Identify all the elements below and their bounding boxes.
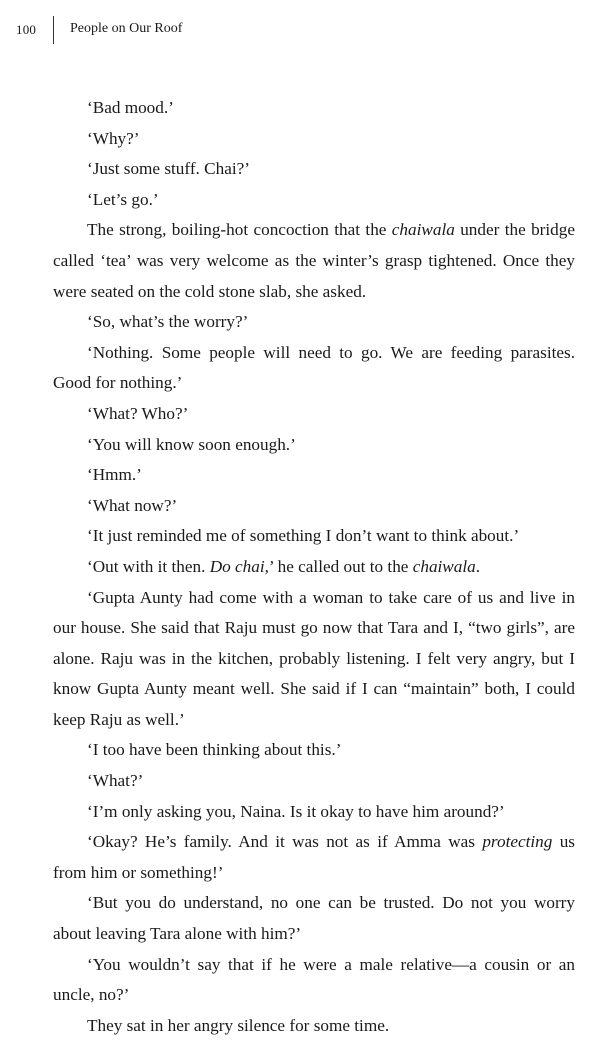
text-run: They sat in her angry silence for some time.	[87, 1015, 390, 1035]
text-run: ‘You will know soon enough.’	[87, 434, 296, 454]
paragraph	[53, 460, 575, 491]
page-header	[0, 20, 600, 42]
text-run: ‘Hmm.’	[87, 465, 142, 485]
paragraph	[53, 552, 575, 583]
text-run: ‘Nothing. Some people will need to go. We are feeding parasites. Good for nothing.’	[53, 342, 575, 393]
header-divider	[53, 16, 54, 44]
paragraph	[53, 124, 575, 155]
page-number: 100	[16, 22, 37, 37]
text-run: ‘But you do understand, no one can be trusted. Do not you worry about leaving Tara alone with him?’	[53, 893, 575, 944]
paragraph	[53, 583, 575, 736]
text-run: ‘I too have been thinking about this.’	[87, 740, 342, 760]
text-run: The strong, boiling-hot concoction that the	[87, 220, 392, 240]
text-run: ‘I’m only asking you, Naina. Is it okay to have him around?’	[87, 801, 505, 821]
paragraph	[53, 521, 575, 552]
paragraph	[53, 185, 575, 216]
text-run: under the bridge called ‘tea’ was very welcome as the winter’s grasp tightened. Once they were seated on the cold stone slab, she asked.	[53, 220, 575, 301]
text-run: ‘What?’	[87, 771, 144, 791]
text-run: us from him or something!’	[53, 832, 575, 882]
paragraph	[53, 797, 575, 828]
body-text	[53, 93, 575, 1041]
text-run: ‘Bad mood.’	[87, 98, 174, 117]
paragraph	[53, 215, 575, 307]
paragraph	[53, 399, 575, 430]
text-run: ‘Okay? He’s family. And it was not as if Amma was	[87, 832, 483, 852]
paragraph	[53, 827, 575, 888]
paragraph	[53, 491, 575, 522]
paragraph	[53, 766, 575, 797]
text-run: .	[475, 556, 481, 576]
paragraph	[53, 154, 575, 185]
paragraph	[53, 1011, 575, 1041]
italic-text: chaiwala	[412, 556, 476, 576]
text-run: ‘Just some stuff. Chai?’	[87, 159, 250, 179]
italic-text: chaiwala	[391, 220, 455, 240]
italic-text: protecting	[482, 832, 553, 852]
text-run: ‘Gupta Aunty had come with a woman to take care of us and live in our house. She said that Raju must go now that Tara and I, “two girls”, are alone. Raju was in the kitchen, probably listening. I felt very angry, but I know Gupta Aunty meant well. She said if I can “maintain” both, I could keep Raju as well.’	[53, 587, 575, 729]
text-run: ‘What now?’	[87, 495, 178, 515]
paragraph	[53, 430, 575, 461]
paragraph	[53, 93, 575, 124]
paragraph	[53, 950, 575, 1011]
text-run: ‘What? Who?’	[87, 403, 189, 423]
italic-text: Do chai,	[209, 556, 269, 576]
paragraph	[53, 888, 575, 949]
text-run: ‘So, what’s the worry?’	[87, 312, 249, 332]
text-run: ‘Why?’	[87, 128, 140, 148]
paragraph	[53, 735, 575, 766]
text-run: ’ he called out to the	[268, 556, 413, 576]
text-run: ‘Out with it then.	[87, 556, 210, 576]
text-run: ‘It just reminded me of something I don’t want to think about.’	[87, 526, 520, 546]
running-title: People on Our Roof	[70, 21, 183, 36]
text-run: ‘Let’s go.’	[87, 189, 159, 209]
paragraph	[53, 307, 575, 338]
text-run: ‘You wouldn’t say that if he were a male relative—a cousin or an uncle, no?’	[53, 954, 575, 1005]
paragraph	[53, 338, 575, 399]
